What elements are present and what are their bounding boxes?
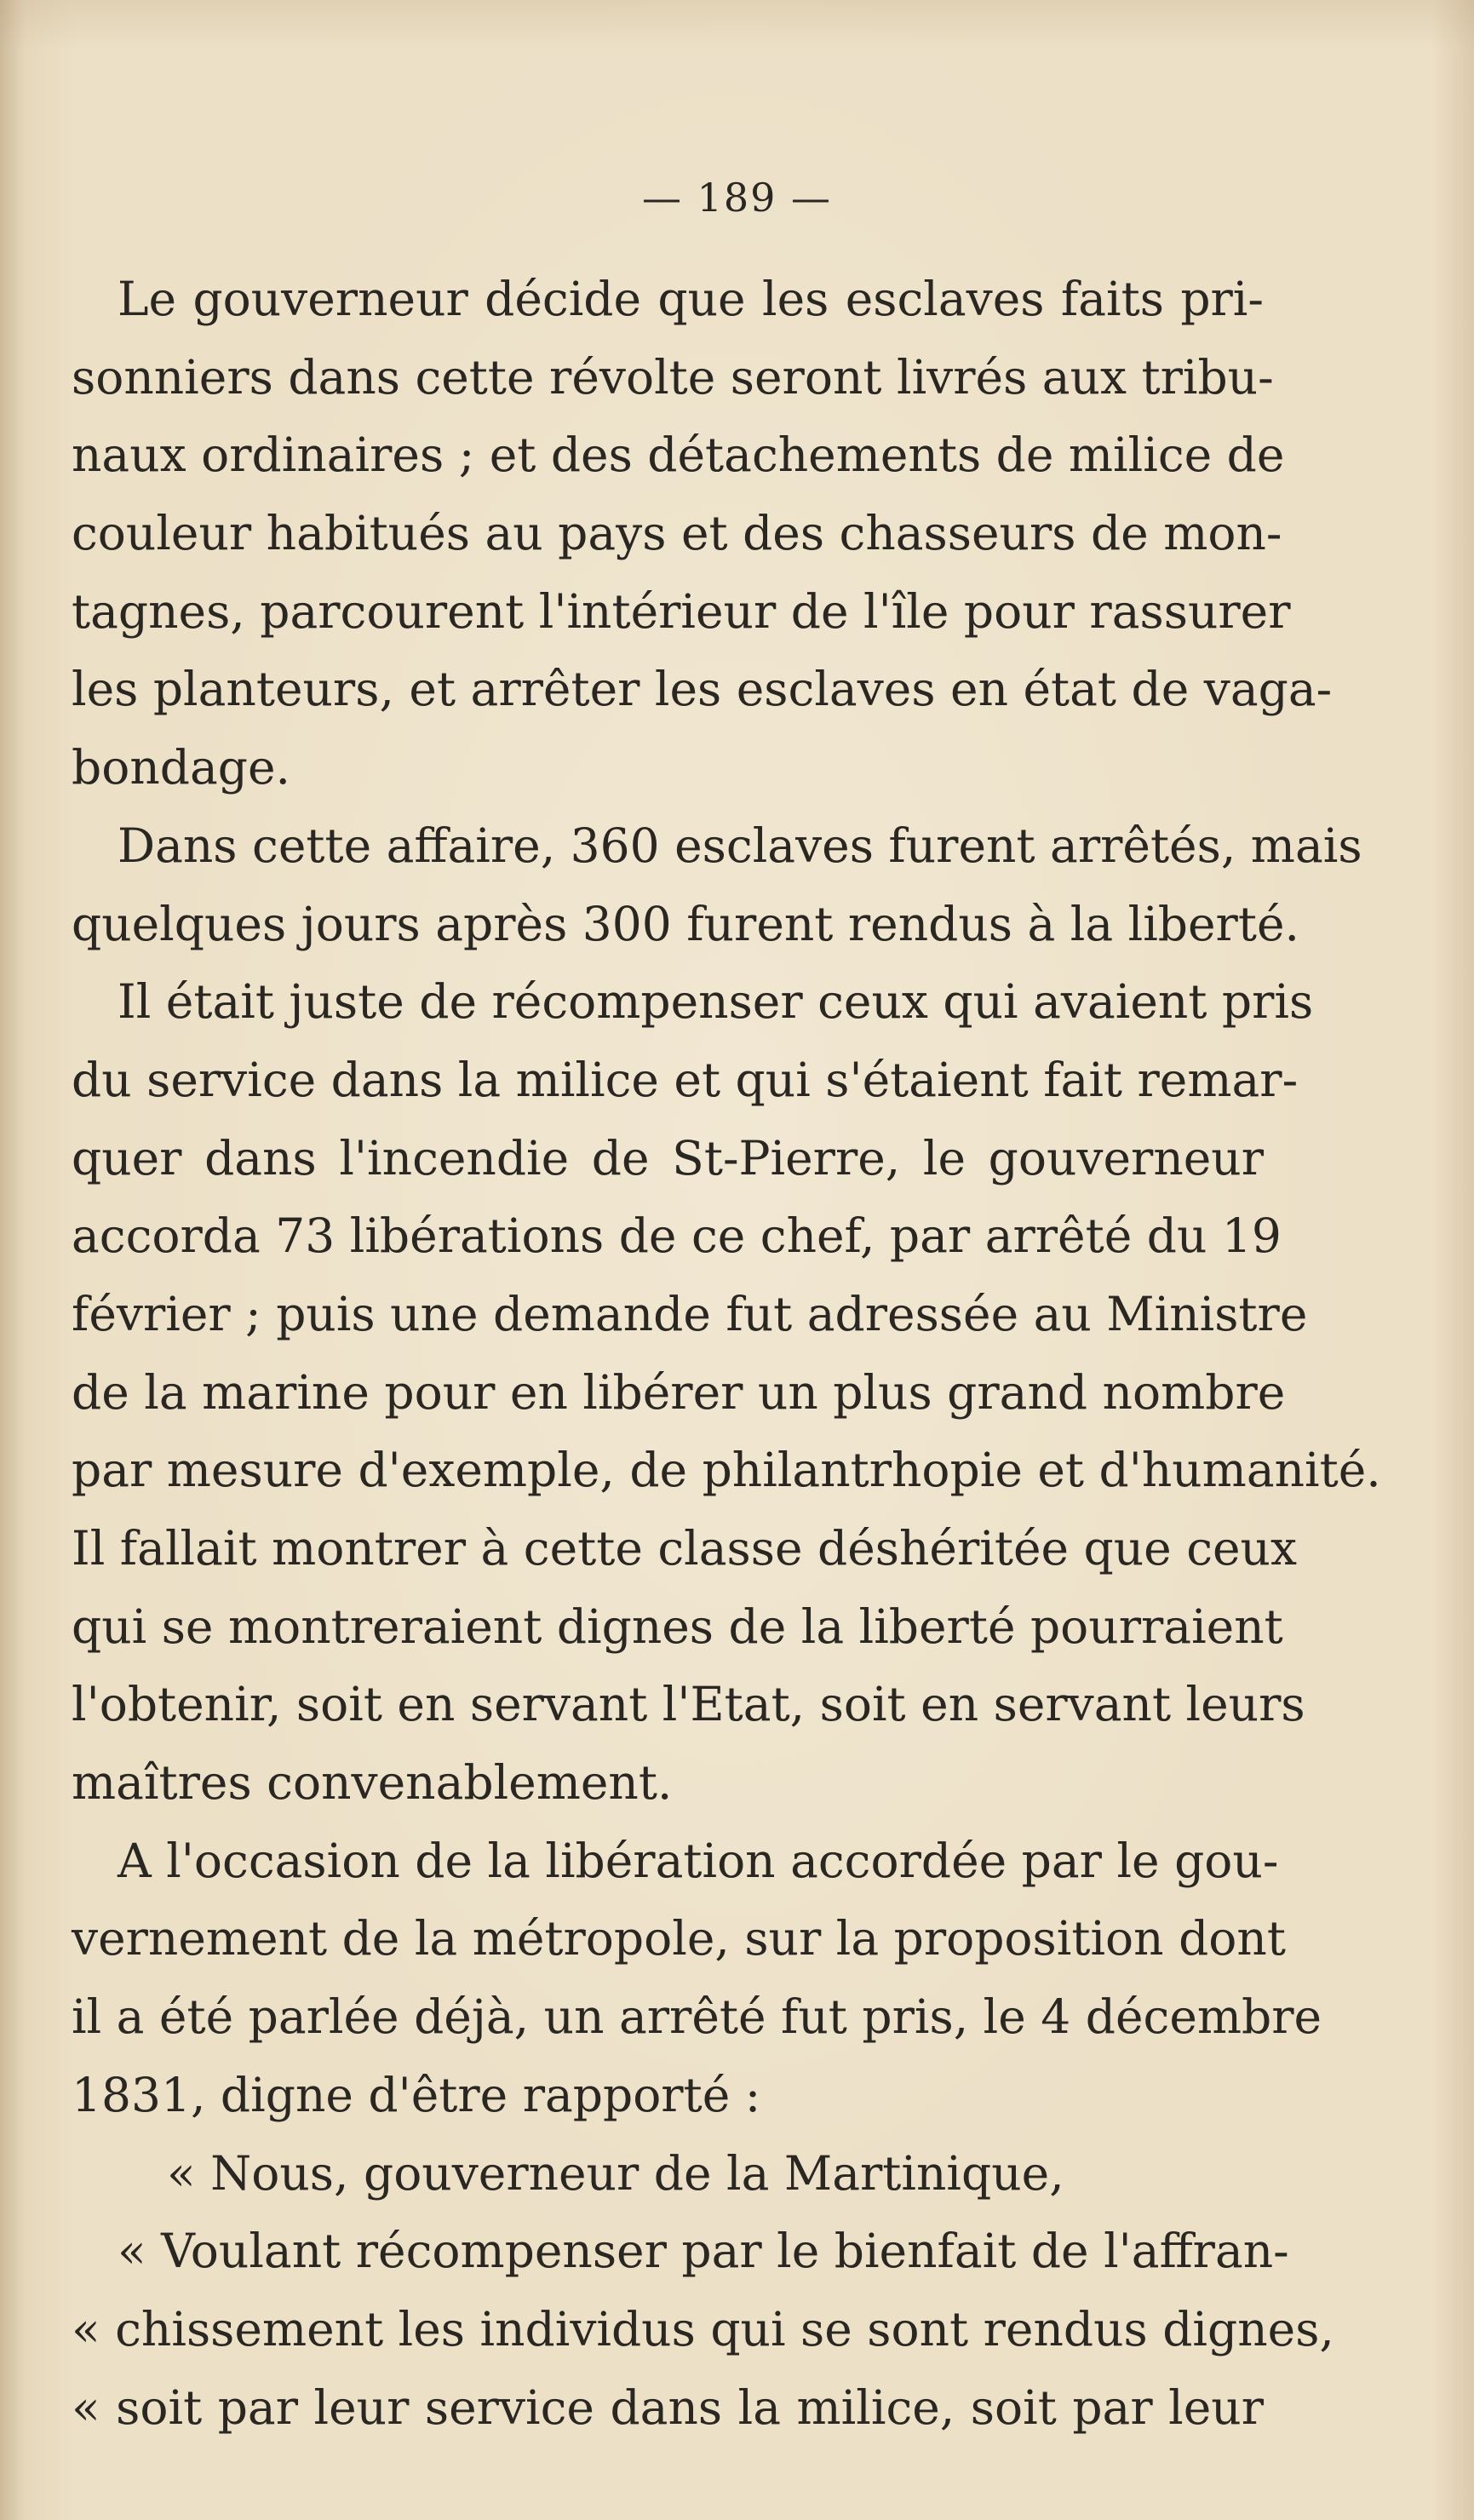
text-line: 1831, digne d'être rapporté : bbox=[72, 2067, 761, 2122]
text-line: « Nous, gouverneur de la Martinique, bbox=[167, 2145, 1064, 2201]
text-line: il a été parlée déjà, un arrêté fut pris, le 4 décembre bbox=[72, 1989, 1322, 2045]
text-line: les planteurs, et arrêter les esclaves en état de vaga- bbox=[72, 662, 1333, 717]
text-line: couleur habitués au pays et des chasseurs de mon- bbox=[72, 506, 1282, 561]
text-line: Il était juste de récompenser ceux qui avaient pris bbox=[118, 974, 1314, 1030]
text-line: quelques jours après 300 furent rendus à la liberté. bbox=[72, 896, 1299, 951]
text-line: quer dans l'incendie de St-Pierre, le gouverneur bbox=[72, 1130, 1264, 1185]
text-line: « chissement les individus qui se sont rendus dignes, bbox=[72, 2301, 1334, 2356]
text-line: Dans cette affaire, 360 esclaves furent arrêtés, mais bbox=[118, 818, 1362, 873]
text-line: « soit par leur service dans la milice, soit par leur bbox=[72, 2379, 1264, 2435]
text-line: Le gouverneur décide que les esclaves faits pri- bbox=[118, 272, 1264, 326]
text-line: par mesure d'exemple, de philantrhopie et d'humanité. bbox=[72, 1443, 1381, 1498]
text-line: « Voulant récompenser par le bienfait de l'affran- bbox=[118, 2224, 1289, 2279]
text-line: de la marine pour en libérer un plus grand nombre bbox=[72, 1364, 1286, 1420]
page-number: — 189 — bbox=[641, 175, 833, 221]
text-line: vernement de la métropole, sur la proposition dont bbox=[72, 1911, 1286, 1966]
text-line: Il fallait montrer à cette classe déshéritée que ceux bbox=[72, 1521, 1297, 1576]
body-text bbox=[72, 261, 1381, 2447]
text-line: A l'occasion de la libération accordée par le gou- bbox=[118, 1833, 1279, 1888]
text-line: qui se montreraient dignes de la liberté pourraient bbox=[72, 1599, 1283, 1654]
text-line: naux ordinaires ; et des détachements de milice de bbox=[72, 428, 1285, 483]
text-line: du service dans la milice et qui s'étaient fait remar- bbox=[72, 1052, 1299, 1107]
text-line: accorda 73 libérations de ce chef, par arrêté du 19 bbox=[72, 1208, 1282, 1264]
text-line: l'obtenir, soit en servant l'Etat, soit en servant leurs bbox=[72, 1677, 1305, 1732]
text-line: février ; puis une demande fut adressée au Ministre bbox=[72, 1286, 1308, 1341]
text-line: sonniers dans cette révolte seront livrés aux tribu- bbox=[72, 349, 1274, 405]
text-line: tagnes, parcourent l'intérieur de l'île pour rassurer bbox=[72, 583, 1291, 639]
text-line: maîtres convenablement. bbox=[72, 1755, 673, 1811]
text-line: bondage. bbox=[72, 740, 290, 795]
